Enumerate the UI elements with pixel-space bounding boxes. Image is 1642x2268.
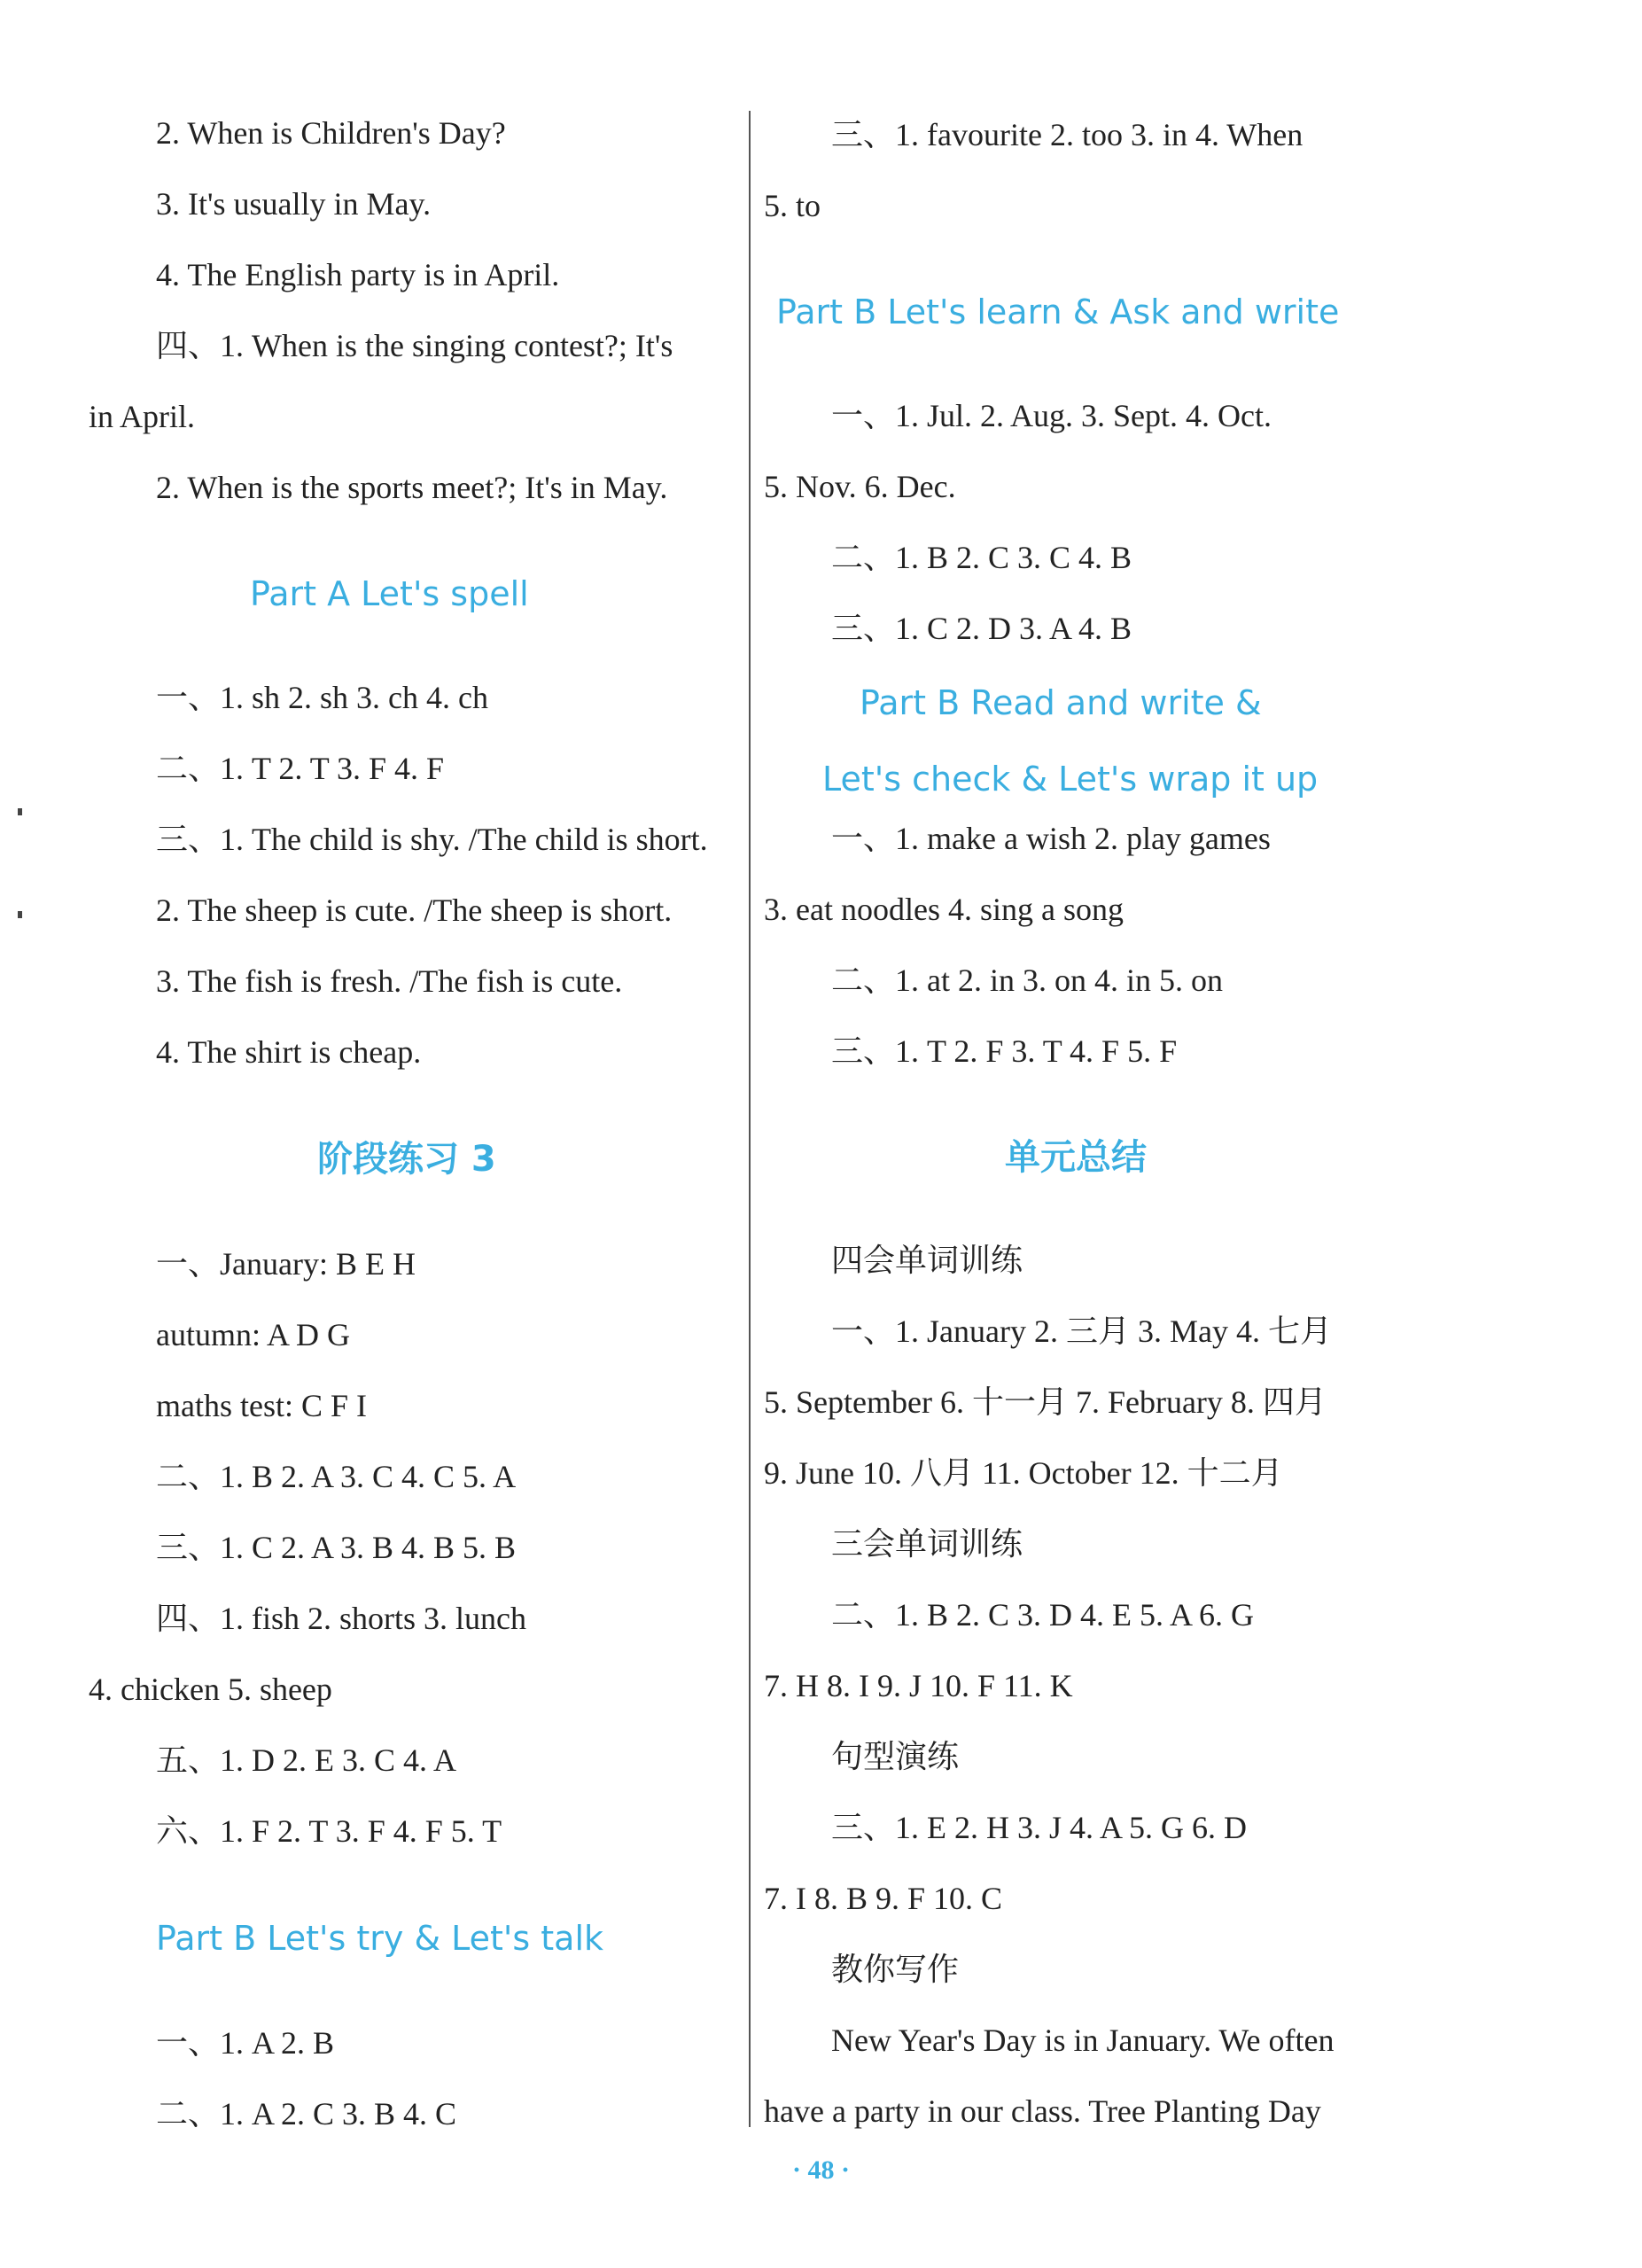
answer-line: 3. eat noodles 4. sing a song xyxy=(764,892,1124,927)
section-heading: Part B Let's learn & Ask and write xyxy=(776,292,1340,331)
page-number: · 48 · xyxy=(791,2155,850,2185)
answer-line: have a party in our class. Tree Planting Day xyxy=(764,2093,1321,2129)
answer-line: 三、1. E 2. H 3. J 4. A 5. G 6. D xyxy=(831,1810,1248,1845)
answer-line: 二、1. B 2. C 3. D 4. E 5. A 6. G xyxy=(831,1597,1255,1633)
margin-mark xyxy=(18,911,22,918)
answer-line: 4. chicken 5. sheep xyxy=(89,1672,332,1707)
answer-line: 一、1. January 2. 三月 3. May 4. 七月 xyxy=(831,1313,1332,1349)
answer-line: 4. The shirt is cheap. xyxy=(156,1034,422,1070)
answer-line: 六、1. F 2. T 3. F 4. F 5. T xyxy=(156,1813,502,1849)
answer-line: autumn: A D G xyxy=(156,1317,351,1352)
answer-line: 5. Nov. 6. Dec. xyxy=(764,469,956,504)
answer-line: 2. The sheep is cute. /The sheep is short. xyxy=(156,892,673,928)
answer-line: 一、1. sh 2. sh 3. ch 4. ch xyxy=(156,680,488,715)
answer-line: 三、1. favourite 2. too 3. in 4. When xyxy=(831,117,1303,152)
column-divider xyxy=(749,111,751,2127)
answer-line: 9. June 10. 八月 11. October 12. 十二月 xyxy=(764,1455,1283,1491)
answer-line: 三会单词训练 xyxy=(831,1526,1023,1562)
answer-line: 二、1. at 2. in 3. on 4. in 5. on xyxy=(831,963,1223,998)
answer-line: 5. to xyxy=(764,188,821,223)
answer-line: 一、1. A 2. B xyxy=(156,2025,335,2061)
answer-line: 三、1. C 2. D 3. A 4. B xyxy=(831,611,1132,646)
section-heading: Let's check & Let's wrap it up xyxy=(822,760,1319,799)
answer-line: New Year's Day is in January. We often xyxy=(831,2022,1335,2058)
answer-line: 二、1. A 2. C 3. B 4. C xyxy=(156,2096,457,2132)
answer-line: 三、1. C 2. A 3. B 4. B 5. B xyxy=(156,1530,517,1565)
answer-line: 一、January: B E H xyxy=(156,1246,416,1282)
answer-line: 一、1. Jul. 2. Aug. 3. Sept. 4. Oct. xyxy=(831,398,1272,433)
section-heading: Part B Let's try & Let's talk xyxy=(156,1919,604,1958)
answer-line: 7. H 8. I 9. J 10. F 11. K xyxy=(764,1668,1073,1703)
section-heading: 单元总结 xyxy=(1005,1137,1147,1178)
answer-line: 三、1. T 2. F 3. T 4. F 5. F xyxy=(831,1033,1178,1069)
answer-line: 3. It's usually in May. xyxy=(156,186,432,222)
answer-line: 一、1. make a wish 2. play games xyxy=(831,821,1271,856)
answer-line: 五、1. D 2. E 3. C 4. A xyxy=(156,1742,457,1778)
answer-line: 四、1. fish 2. shorts 3. lunch xyxy=(156,1601,526,1636)
answer-line: 句型演练 xyxy=(831,1739,960,1774)
section-heading: 阶段练习 3 xyxy=(317,1139,496,1180)
answer-line: 5. September 6. 十一月 7. February 8. 四月 xyxy=(764,1384,1327,1420)
answer-line: maths test: C F I xyxy=(156,1388,368,1423)
answer-line: 二、1. B 2. C 3. C 4. B xyxy=(831,540,1132,575)
section-heading: Part B Read and write & xyxy=(860,683,1262,722)
answer-line: 二、1. B 2. A 3. C 4. C 5. A xyxy=(156,1459,517,1494)
answer-line: 7. I 8. B 9. F 10. C xyxy=(764,1881,1003,1916)
answer-line: in April. xyxy=(89,399,196,434)
margin-mark xyxy=(18,808,22,815)
answer-line: 四、1. When is the singing contest?; It's xyxy=(156,328,673,363)
answer-line: 3. The fish is fresh. /The fish is cute. xyxy=(156,963,623,999)
answer-line: 三、1. The child is shy. /The child is short. xyxy=(156,822,708,857)
answer-line: 教你写作 xyxy=(831,1952,960,1987)
section-heading: Part A Let's spell xyxy=(250,574,529,613)
answer-line: 2. When is Children's Day? xyxy=(156,115,506,151)
answer-line: 2. When is the sports meet?; It's in May. xyxy=(156,470,668,505)
answer-line: 二、1. T 2. T 3. F 4. F xyxy=(156,751,445,786)
answer-line: 4. The English party is in April. xyxy=(156,257,560,292)
answer-line: 四会单词训练 xyxy=(831,1243,1023,1278)
